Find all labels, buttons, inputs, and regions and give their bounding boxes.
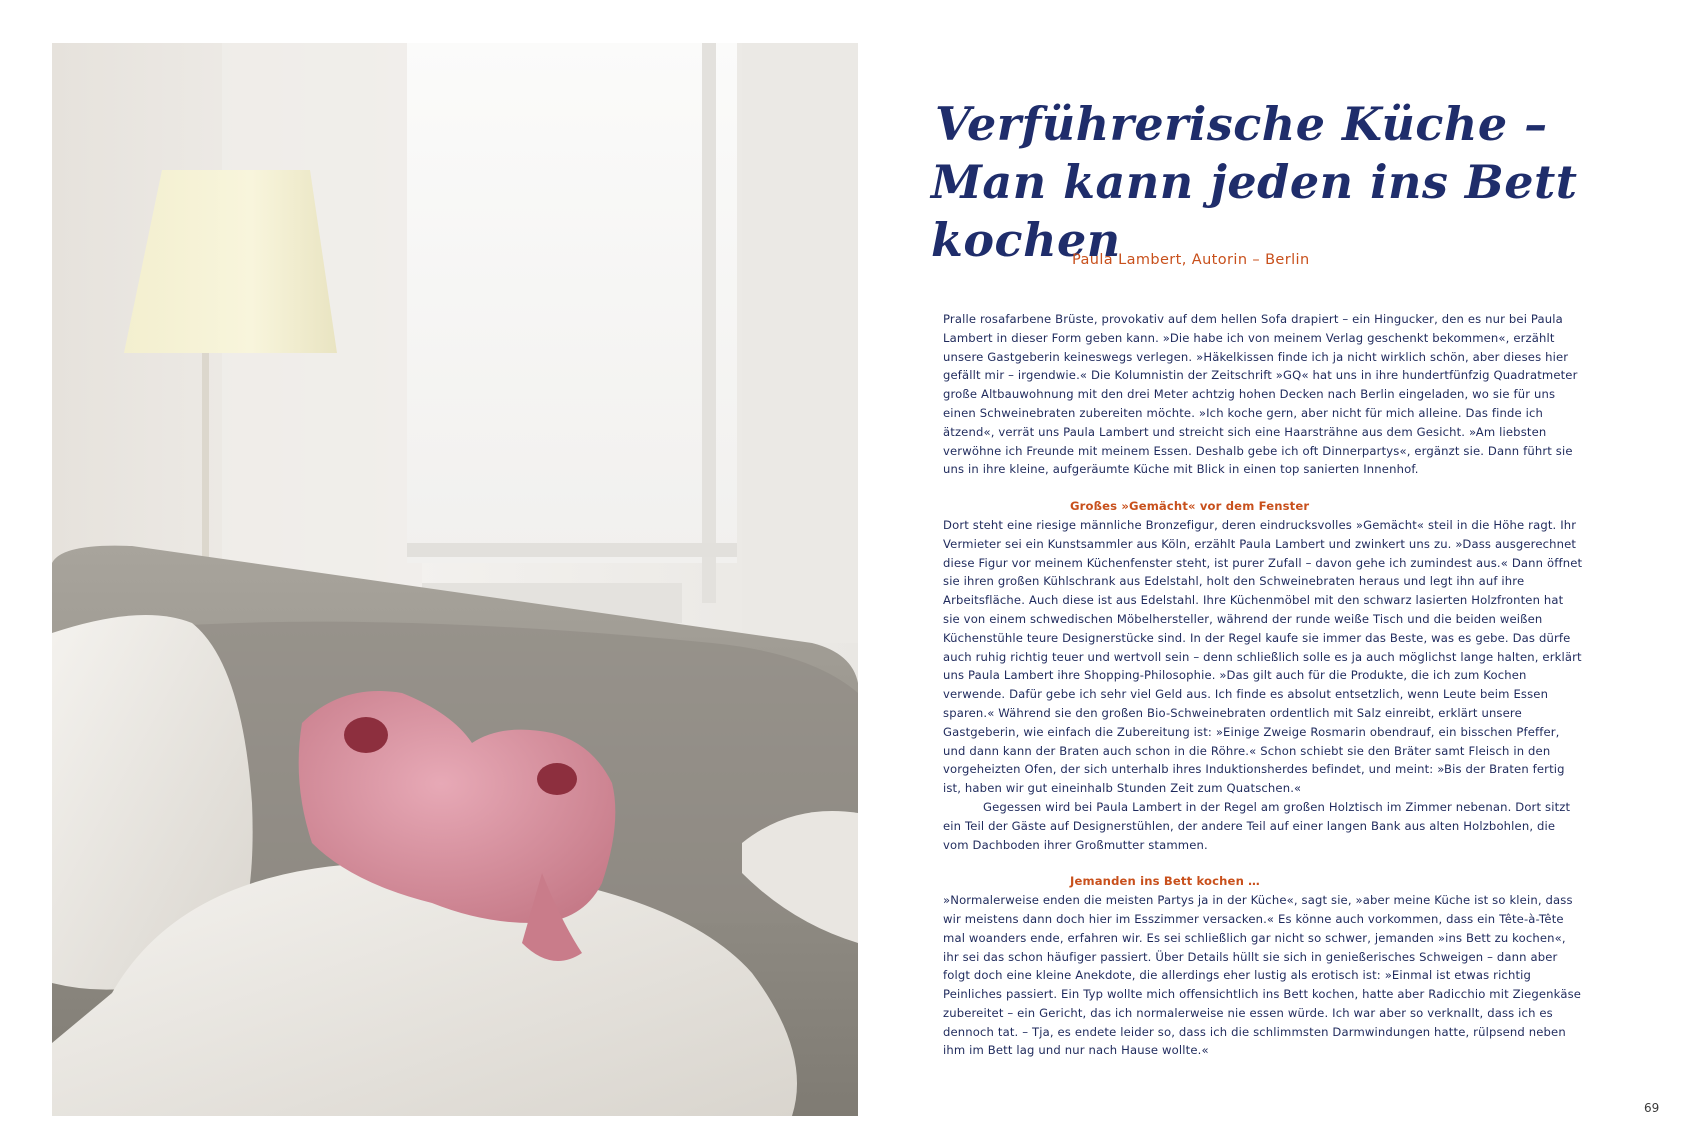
article-title-line2: Man kann jeden ins Bett kochen xyxy=(931,155,1578,267)
section2-paragraph: »Normalerweise enden die meisten Partys ja in der Küche«, sagt sie, »aber meine Küche ist so klein, dass wir meistens dann doch hier im Esszimmer versacken.« Es könne auch vorkommen, dass ein Tête-à-Tête mal woanders ende, erfahren wir. Es sei schließlich gar nicht so schwer, jemanden »ins Bett zu kochen«, ihr sei das schon häufiger passiert. Über Details hüllt sie sich in genießerisches Schweigen – dann aber folgt doch eine kleine Anekdote, die allerdings eher lustig als erotisch ist: »Einmal ist etwas richtig Peinliches passiert. Ein Typ wollte mich offensichtlich ins Bett kochen, hatte aber Radicchio mit Ziegenkäse zubereitet – ein Gericht, das ich normalerweise nie essen würde. Ich war aber so verknallt, dass ich es dennoch tat. – Tja, es endete leider so, dass ich die schlimmsten Darmwindungen hatte, rülpsend neben ihm im Bett lag und nur nach Hause wollte.« xyxy=(943,893,1582,1058)
byline: Paula Lambert, Autorin – Berlin xyxy=(1072,252,1310,268)
section1-paragraph: Dort steht eine riesige männliche Bronzefigur, deren eindrucksvolles »Gemächt« steil in die Höhe ragt. Ihr Vermieter sei ein Kunstsammler aus Köln, erzählt Paula Lambert und zwinkert uns zu. »Dass ausgerechnet diese Figur vor meinem Küchenfenster steht, ist purer Zufall – davon gehe ich zumindest aus.« Dann öffnet sie ihren großen Kühlschrank aus Edelstahl, holt den Schweinebraten heraus und legt ihn auf ihre Arbeitsfläche. Auch diese ist aus Edelstahl. Ihre Küchenmöbel mit den schwarz lasierten Holzfronten hat sie von einem schwedischen Möbelhersteller, während der runde weiße Tisch und die beiden weißen Küchenstühle teure Designerstücke sind. In der Regel kaufe sie immer das Beste, was es gebe. Das dürfe auch ruhig richtig teuer und wertvoll sein – denn schließlich solle es ja auch möglichst lange halten, erklärt uns Paula Lambert ihre Shopping-Philosophie. »Das gilt auch für die Produkte, die ich zum Kochen verwende. Dafür gebe ich sehr viel Geld aus. Ich finde es absolut entsetzlich, wenn Leute beim Essen sparen.« Während sie den großen Bio-Schweinebraten ordentlich mit Salz einreibt, erklärt unsere Gastgeberin, wie einfach die Zubereitung ist: »Einige Zweige Rosmarin obendrauf, ein bisschen Pfeffer, und dann kann der Braten auch schon in die Röhre.« Schon schiebt sie den Bräter samt Fleisch in den vorgeheizten Ofen, der sich unterhalb ihres Induktionsherdes befindet, und meint: »Bis der Braten fertig ist, haben wir gut eineinhalb Stunden Zeit zum Quatschen.« xyxy=(943,517,1583,796)
article-body xyxy=(943,310,1583,1060)
section1-paragraph-2: Gegessen wird bei Paula Lambert in der Regel am großen Holztisch im Zimmer nebenan. Dort sitzt ein Teil der Gäste auf Designerstühlen, der andere Teil auf einer langen Bank aus alten Holzbohlen, die vom Dachboden ihrer Großmutter stammen. xyxy=(943,799,1571,852)
section-heading-2: Jemanden ins Bett kochen … xyxy=(1070,874,1260,889)
section-heading-1: Großes »Gemächt« vor dem Fenster xyxy=(1070,499,1310,514)
page-number: 69 xyxy=(1644,1101,1660,1115)
article-title xyxy=(931,95,1655,269)
article-title-line1: Verführerische Küche – xyxy=(935,97,1548,151)
photo-sofa-crochet-pillow xyxy=(52,43,858,1116)
intro-paragraph: Pralle rosafarbene Brüste, provokativ auf dem hellen Sofa drapiert – ein Hingucker, den es nur bei Paula Lambert in dieser Form geben kann. »Die habe ich von meinem Verlag geschenkt bekommen«, erzählt unsere Gastgeberin keineswegs verlegen. »Häkelkissen finde ich ja nicht wirklich schön, aber dieses hier gefällt mir – irgendwie.« Die Kolumnistin der Zeitschrift »GQ« hat uns in ihre hundertfünfzig Quadratmeter große Altbauwohnung mit den drei Meter achtzig hohen Decken nach Berlin eingeladen, wo sie für uns einen Schweinebraten zubereiten möchte. »Ich koche gern, aber nicht für mich alleine. Das finde ich ätzend«, verrät uns Paula Lambert und streicht sich eine Haarsträhne aus dem Gesicht. »Am liebsten verwöhne ich Freunde mit meinem Essen. Deshalb gebe ich oft Dinnerpartys«, ergänzt sie. Dann führt sie uns in ihre kleine, aufgeräumte Küche mit Blick in einen top sanierten Innenhof. xyxy=(943,312,1578,477)
